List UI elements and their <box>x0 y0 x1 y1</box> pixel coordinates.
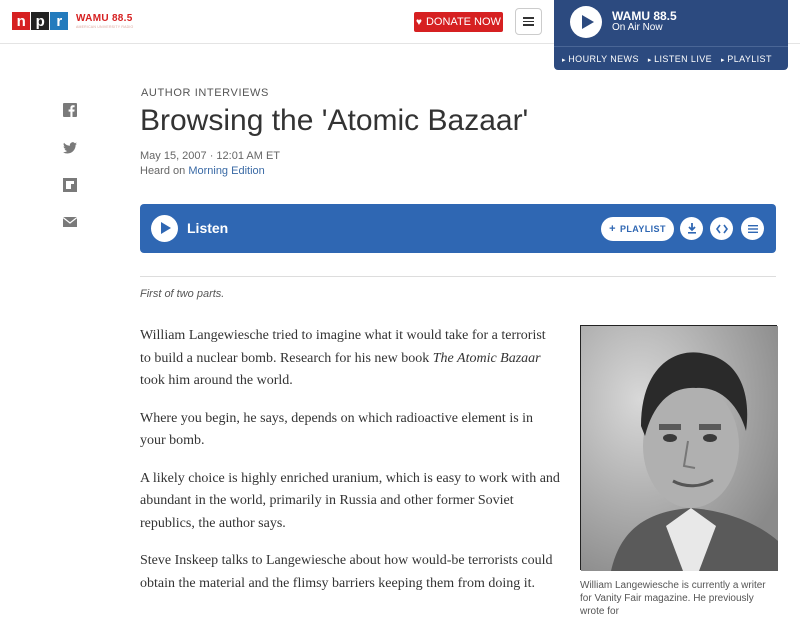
twitter-icon <box>63 141 77 155</box>
plus-icon: + <box>609 223 616 235</box>
listen-live-link[interactable]: ▸ LISTEN LIVE <box>648 54 712 64</box>
email-icon <box>63 215 77 229</box>
download-button[interactable] <box>680 217 703 240</box>
hamburger-icon-line <box>523 21 534 23</box>
hourly-news-link[interactable]: ▸ HOURLY NEWS <box>562 54 639 64</box>
paragraph-text: took him around the world. <box>140 373 293 388</box>
article-slug[interactable]: AUTHOR INTERVIEWS <box>141 87 269 99</box>
npr-logo[interactable] <box>12 12 69 30</box>
player-links <box>554 46 788 70</box>
heard-prefix: Heard on <box>140 165 189 177</box>
transcript-button[interactable] <box>741 217 764 240</box>
listen-label[interactable]: Listen <box>187 220 229 236</box>
live-player <box>554 0 788 70</box>
download-icon <box>687 223 697 234</box>
paragraph <box>140 325 560 393</box>
playlist-label: PLAYLIST <box>619 224 666 234</box>
station-name: WAMU 88.5 <box>76 13 133 24</box>
author-photo[interactable] <box>580 325 777 570</box>
paragraph: A likely choice is highly enriched uranium, which is easy to work with and abundant in the world, primarily in Russia and other former Soviet republics, the author says. <box>140 470 560 531</box>
book-title: The Atomic Bazaar <box>432 350 541 366</box>
email-share-button[interactable] <box>62 214 78 230</box>
article-body <box>140 325 560 610</box>
station-logo[interactable] <box>76 13 133 29</box>
heard-on <box>140 165 265 177</box>
player-station: WAMU 88.5 <box>612 9 677 23</box>
photo-caption: William Langewiesche is currently a writer for Vanity Fair magazine. He previously wrote for <box>580 580 766 617</box>
menu-button[interactable] <box>515 8 542 35</box>
add-to-playlist-button[interactable] <box>601 217 674 241</box>
playlist-link[interactable]: ▸ PLAYLIST <box>721 54 772 64</box>
embed-button[interactable] <box>710 217 733 240</box>
paragraph-text: William Langewiesche tried to imagine what it would take for a terrorist to build a nuclear bomb. Research for his new book <box>140 328 546 366</box>
donate-button[interactable] <box>414 12 503 32</box>
embed-icon <box>716 224 728 234</box>
morning-edition-link[interactable]: Morning Edition <box>188 165 265 177</box>
article-date: May 15, 2007 · 12:01 AM ET <box>140 150 281 162</box>
play-icon[interactable] <box>570 6 602 38</box>
heart-icon: ♥ <box>416 16 422 28</box>
donate-label: DONATE NOW <box>425 16 501 28</box>
hamburger-icon <box>523 17 534 19</box>
player-status: On Air Now <box>612 22 663 33</box>
flipboard-share-button[interactable] <box>62 177 78 193</box>
audio-player-bar <box>140 204 776 253</box>
article-teaser: First of two parts. <box>140 288 225 300</box>
paragraph: Where you begin, he says, depends on which radioactive element is in your bomb. <box>140 410 534 448</box>
divider <box>140 276 776 277</box>
transcript-icon <box>748 224 758 234</box>
twitter-share-button[interactable] <box>62 140 78 156</box>
facebook-icon <box>63 103 77 117</box>
flipboard-icon <box>63 178 77 192</box>
logo-letter-r: r <box>50 12 68 30</box>
play-icon[interactable] <box>151 215 178 242</box>
logo-letter-p: p <box>31 12 49 30</box>
facebook-share-button[interactable] <box>62 102 78 118</box>
hamburger-icon-line <box>523 24 534 26</box>
author-portrait-image <box>581 326 778 571</box>
page-title: Browsing the 'Atomic Bazaar' <box>140 104 529 137</box>
station-tagline: AMERICAN UNIVERSITY RADIO <box>76 25 134 29</box>
paragraph: Steve Inskeep talks to Langewiesche about how would-be terrorists could obtain the material and the flimsy barriers keeping them from doing it. <box>140 553 553 591</box>
logo-letter-n: n <box>12 12 30 30</box>
